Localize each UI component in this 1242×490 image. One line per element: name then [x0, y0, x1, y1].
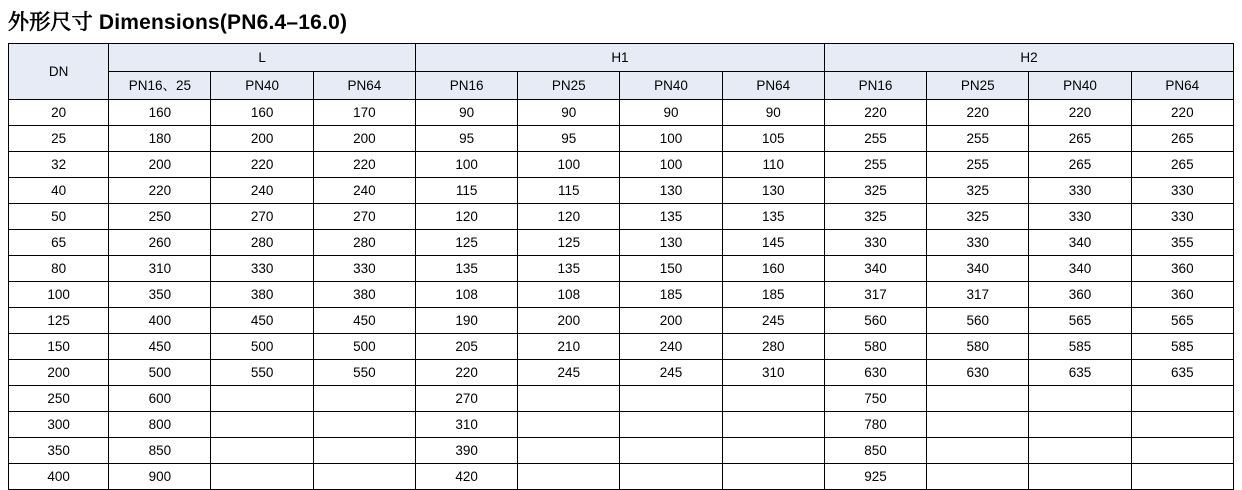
- column-group-header-l: L: [109, 44, 416, 72]
- table-cell: 135: [722, 204, 824, 230]
- table-cell: 265: [1029, 152, 1131, 178]
- table-cell: 265: [1131, 152, 1233, 178]
- table-cell: [620, 464, 722, 490]
- table-row: [9, 256, 1234, 282]
- table-cell: 185: [620, 282, 722, 308]
- table-cell: 220: [1029, 100, 1131, 126]
- table-cell: 500: [211, 334, 313, 360]
- table-cell: 95: [518, 126, 620, 152]
- table-cell: 600: [109, 386, 211, 412]
- table-cell: [620, 438, 722, 464]
- table-cell: 325: [824, 204, 926, 230]
- table-cell: 585: [1029, 334, 1131, 360]
- table-cell: 200: [620, 308, 722, 334]
- table-cell: 160: [109, 100, 211, 126]
- table-cell: 90: [722, 100, 824, 126]
- table-cell: 220: [313, 152, 415, 178]
- table-cell: [1029, 412, 1131, 438]
- table-cell: 340: [927, 256, 1029, 282]
- table-cell: [313, 464, 415, 490]
- page-title: 外形尺寸 Dimensions(PN6.4–16.0): [8, 11, 348, 34]
- table-cell: 565: [1131, 308, 1233, 334]
- table-cell: 360: [1131, 256, 1233, 282]
- table-cell: 240: [211, 178, 313, 204]
- table-cell: 108: [415, 282, 517, 308]
- table-row: [9, 152, 1234, 178]
- cell-dn: 50: [9, 204, 109, 230]
- table-cell: 330: [1029, 178, 1131, 204]
- cell-dn: 100: [9, 282, 109, 308]
- cell-dn: 200: [9, 360, 109, 386]
- table-cell: 500: [109, 360, 211, 386]
- cell-dn: 400: [9, 464, 109, 490]
- sub-header-h2-pn25: PN25: [927, 72, 1029, 100]
- table-cell: 180: [109, 126, 211, 152]
- table-cell: [211, 438, 313, 464]
- table-cell: [722, 412, 824, 438]
- table-cell: 220: [927, 100, 1029, 126]
- table-cell: 635: [1131, 360, 1233, 386]
- table-cell: 130: [620, 230, 722, 256]
- table-row: [9, 412, 1234, 438]
- table-cell: 145: [722, 230, 824, 256]
- table-cell: [1131, 464, 1233, 490]
- table-cell: 100: [415, 152, 517, 178]
- table-cell: [620, 412, 722, 438]
- cell-dn: 80: [9, 256, 109, 282]
- table-cell: 450: [313, 308, 415, 334]
- table-body: [9, 100, 1234, 490]
- table-row: [9, 230, 1234, 256]
- table-cell: 565: [1029, 308, 1131, 334]
- table-cell: 135: [620, 204, 722, 230]
- table-cell: [518, 386, 620, 412]
- table-row: [9, 360, 1234, 386]
- table-cell: 340: [824, 256, 926, 282]
- table-cell: 355: [1131, 230, 1233, 256]
- table-cell: 130: [620, 178, 722, 204]
- table-cell: 90: [620, 100, 722, 126]
- table-cell: 100: [620, 152, 722, 178]
- table-cell: 340: [1029, 256, 1131, 282]
- table-cell: 265: [1131, 126, 1233, 152]
- table-cell: 245: [620, 360, 722, 386]
- column-group-header-h1: H1: [415, 44, 824, 72]
- table-cell: 255: [824, 152, 926, 178]
- table-cell: 255: [927, 152, 1029, 178]
- cell-dn: 32: [9, 152, 109, 178]
- table-cell: 325: [927, 178, 1029, 204]
- table-row: [9, 464, 1234, 490]
- table-cell: 250: [109, 204, 211, 230]
- cell-dn: 350: [9, 438, 109, 464]
- table-row: [9, 100, 1234, 126]
- table-cell: 245: [722, 308, 824, 334]
- cell-dn: 250: [9, 386, 109, 412]
- table-cell: [313, 412, 415, 438]
- table-cell: [518, 438, 620, 464]
- table-cell: 925: [824, 464, 926, 490]
- dimensions-table: [8, 43, 1234, 490]
- table-cell: 160: [211, 100, 313, 126]
- table-cell: 240: [313, 178, 415, 204]
- table-cell: 560: [927, 308, 1029, 334]
- table-cell: 270: [313, 204, 415, 230]
- cell-dn: 40: [9, 178, 109, 204]
- cell-dn: 25: [9, 126, 109, 152]
- table-cell: [722, 438, 824, 464]
- sub-header-row: [9, 72, 1234, 100]
- column-group-header-h2: H2: [824, 44, 1233, 72]
- cell-dn: 65: [9, 230, 109, 256]
- table-cell: [1029, 386, 1131, 412]
- table-cell: 580: [824, 334, 926, 360]
- table-cell: 200: [109, 152, 211, 178]
- table-cell: 115: [518, 178, 620, 204]
- table-cell: [1029, 438, 1131, 464]
- table-cell: 780: [824, 412, 926, 438]
- table-cell: 150: [620, 256, 722, 282]
- table-cell: 245: [518, 360, 620, 386]
- table-cell: 330: [1131, 178, 1233, 204]
- table-cell: [927, 438, 1029, 464]
- table-cell: 635: [1029, 360, 1131, 386]
- table-cell: 220: [109, 178, 211, 204]
- table-cell: 170: [313, 100, 415, 126]
- group-header-row: [9, 44, 1234, 72]
- table-cell: 380: [211, 282, 313, 308]
- table-cell: 200: [518, 308, 620, 334]
- table-cell: 200: [313, 126, 415, 152]
- table-cell: 330: [1029, 204, 1131, 230]
- table-cell: 220: [1131, 100, 1233, 126]
- table-cell: [211, 386, 313, 412]
- table-cell: 200: [211, 126, 313, 152]
- table-cell: 100: [518, 152, 620, 178]
- cell-dn: 20: [9, 100, 109, 126]
- table-cell: 185: [722, 282, 824, 308]
- table-cell: 850: [824, 438, 926, 464]
- table-cell: 210: [518, 334, 620, 360]
- table-row: [9, 386, 1234, 412]
- table-cell: [927, 464, 1029, 490]
- table-cell: [927, 412, 1029, 438]
- sub-header-h2-pn40: PN40: [1029, 72, 1131, 100]
- table-cell: 105: [722, 126, 824, 152]
- table-header: [9, 44, 1234, 100]
- table-cell: 160: [722, 256, 824, 282]
- table-cell: 108: [518, 282, 620, 308]
- table-cell: [1131, 412, 1233, 438]
- table-cell: 420: [415, 464, 517, 490]
- table-cell: 360: [1131, 282, 1233, 308]
- table-cell: 330: [927, 230, 1029, 256]
- table-cell: 125: [415, 230, 517, 256]
- table-cell: 630: [824, 360, 926, 386]
- sub-header-h2-pn16: PN16: [824, 72, 926, 100]
- table-cell: 90: [518, 100, 620, 126]
- table-cell: 317: [824, 282, 926, 308]
- table-cell: 310: [722, 360, 824, 386]
- table-cell: [313, 438, 415, 464]
- sub-header-h1-pn64: PN64: [722, 72, 824, 100]
- table-cell: 750: [824, 386, 926, 412]
- table-cell: 317: [927, 282, 1029, 308]
- table-cell: 95: [415, 126, 517, 152]
- table-cell: [620, 386, 722, 412]
- table-cell: 130: [722, 178, 824, 204]
- table-cell: 550: [211, 360, 313, 386]
- cell-dn: 150: [9, 334, 109, 360]
- table-cell: 220: [211, 152, 313, 178]
- sub-header-h1-pn16: PN16: [415, 72, 517, 100]
- table-cell: 265: [1029, 126, 1131, 152]
- table-cell: 330: [211, 256, 313, 282]
- sub-header-h2-pn64: PN64: [1131, 72, 1233, 100]
- table-cell: [722, 464, 824, 490]
- table-row: [9, 282, 1234, 308]
- table-row: [9, 308, 1234, 334]
- table-cell: 325: [927, 204, 1029, 230]
- table-cell: 900: [109, 464, 211, 490]
- table-cell: 110: [722, 152, 824, 178]
- table-cell: [518, 464, 620, 490]
- table-cell: 850: [109, 438, 211, 464]
- table-cell: [1131, 438, 1233, 464]
- table-cell: 240: [620, 334, 722, 360]
- table-cell: 270: [211, 204, 313, 230]
- table-row: [9, 204, 1234, 230]
- table-cell: 255: [927, 126, 1029, 152]
- table-row: [9, 438, 1234, 464]
- table-cell: 115: [415, 178, 517, 204]
- table-row: [9, 178, 1234, 204]
- table-cell: 190: [415, 308, 517, 334]
- table-cell: 125: [518, 230, 620, 256]
- table-cell: [722, 386, 824, 412]
- table-cell: 330: [824, 230, 926, 256]
- sub-header-l-pn40: PN40: [211, 72, 313, 100]
- table-cell: 325: [824, 178, 926, 204]
- table-cell: 100: [620, 126, 722, 152]
- table-cell: 560: [824, 308, 926, 334]
- table-cell: 630: [927, 360, 1029, 386]
- table-cell: [313, 386, 415, 412]
- table-cell: 120: [415, 204, 517, 230]
- table-cell: 220: [824, 100, 926, 126]
- table-cell: 260: [109, 230, 211, 256]
- cell-dn: 300: [9, 412, 109, 438]
- table-cell: 380: [313, 282, 415, 308]
- table-cell: 255: [824, 126, 926, 152]
- column-header-dn: DN: [9, 44, 109, 100]
- table-cell: [1029, 464, 1131, 490]
- table-cell: 340: [1029, 230, 1131, 256]
- table-cell: 280: [722, 334, 824, 360]
- table-cell: 310: [109, 256, 211, 282]
- table-cell: 360: [1029, 282, 1131, 308]
- sub-header-h1-pn40: PN40: [620, 72, 722, 100]
- table-cell: 205: [415, 334, 517, 360]
- table-cell: 500: [313, 334, 415, 360]
- table-cell: 585: [1131, 334, 1233, 360]
- table-cell: 120: [518, 204, 620, 230]
- table-cell: 220: [415, 360, 517, 386]
- table-cell: 135: [518, 256, 620, 282]
- table-cell: [518, 412, 620, 438]
- table-cell: 280: [211, 230, 313, 256]
- table-row: [9, 126, 1234, 152]
- table-cell: [211, 464, 313, 490]
- table-cell: 800: [109, 412, 211, 438]
- sub-header-l-pn16-25: PN16、25: [109, 72, 211, 100]
- table-cell: [927, 386, 1029, 412]
- table-cell: [1131, 386, 1233, 412]
- table-cell: 580: [927, 334, 1029, 360]
- table-cell: 330: [313, 256, 415, 282]
- table-cell: 280: [313, 230, 415, 256]
- sub-header-h1-pn25: PN25: [518, 72, 620, 100]
- cell-dn: 125: [9, 308, 109, 334]
- table-row: [9, 334, 1234, 360]
- table-cell: 400: [109, 308, 211, 334]
- table-cell: [211, 412, 313, 438]
- table-cell: 390: [415, 438, 517, 464]
- table-cell: 450: [109, 334, 211, 360]
- table-cell: 270: [415, 386, 517, 412]
- table-cell: 90: [415, 100, 517, 126]
- table-cell: 135: [415, 256, 517, 282]
- table-cell: 550: [313, 360, 415, 386]
- sub-header-l-pn64: PN64: [313, 72, 415, 100]
- table-cell: 310: [415, 412, 517, 438]
- table-cell: 450: [211, 308, 313, 334]
- table-cell: 330: [1131, 204, 1233, 230]
- table-cell: 350: [109, 282, 211, 308]
